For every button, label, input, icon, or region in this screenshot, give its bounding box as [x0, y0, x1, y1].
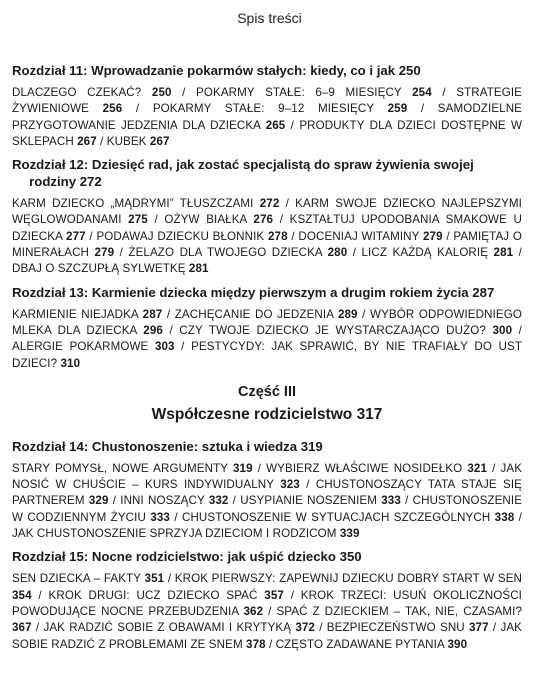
subsection-page-number: 390 [447, 637, 468, 651]
subsection-page-number: 339 [339, 527, 360, 541]
subsection-page-number: 323 [280, 478, 300, 492]
table-of-contents [12, 62, 522, 659]
chapter-entry [12, 284, 522, 372]
subsection-page-number: 296 [143, 323, 163, 337]
separator: / [287, 229, 299, 243]
separator: / [108, 494, 121, 508]
subsection-page-number: 281 [188, 262, 209, 276]
subsection-title: CHUSTONOSZENIE W SYTUACJACH SZCZEGÓLNYCH [181, 510, 491, 524]
separator: / [400, 494, 413, 508]
subsection-title: DLACZEGO CZEKAĆ? [12, 86, 142, 99]
subsection-page-number: 354 [12, 588, 32, 602]
subsection-page-number: 265 [265, 118, 286, 132]
subsection-title: JAK RADZIĆ SOBIE Z OBAWAMI I KRYTYKĄ [43, 621, 292, 635]
subsection-page-number: 254 [412, 86, 432, 99]
subsection-page-number: 278 [268, 229, 288, 243]
separator: / [162, 307, 175, 321]
subsection-title: POKARMY STAŁE: 9–12 MIESIĘCY [152, 102, 374, 116]
subsection-title: CZY TWOJE DZIECKO JE WYSTARCZAJĄCO DUŻO? [179, 323, 486, 337]
separator: / [442, 229, 454, 243]
subsection-page-number: 280 [327, 246, 348, 260]
separator: / [488, 621, 501, 635]
separator: / [265, 637, 276, 651]
subsection-title: SEN DZIECKA – FAKTY [12, 572, 141, 586]
separator: / [407, 102, 438, 116]
part-title-line [12, 402, 522, 428]
chapter-title: Karmienie dziecka między pierwszym a drugim rokiem życia [91, 284, 469, 300]
chapter-label: Rozdział 14: [12, 438, 89, 454]
chapter-heading [12, 438, 522, 455]
chapter-subsections [12, 196, 522, 277]
chapter-subsections [12, 85, 522, 150]
chapter-page-number: 350 [339, 549, 362, 565]
chapter-title: Dziesięć rad, jak zostać specjalistą do spraw żywienia swojej rodziny [29, 157, 474, 190]
subsection-page-number: 378 [246, 637, 266, 651]
chapter-title: Wprowadzanie pokarmów stałych: kiedy, co i jak [91, 63, 396, 78]
chapter-title: Nocne rodzicielstwo: jak uśpić dziecko [91, 549, 336, 565]
chapter-entry [12, 62, 522, 150]
separator: / [147, 213, 165, 227]
separator: / [514, 510, 522, 524]
subsection-title: JAK NOSIĆ W CHUŚCIE – KURS INDYWIDUALNY [12, 461, 523, 492]
subsection-page-number: 329 [88, 494, 109, 508]
subsection-page-number: 372 [295, 621, 315, 635]
part-heading [12, 382, 522, 428]
subsection-title: LICZ KAŻDĄ KALORIĘ [361, 246, 489, 260]
chapter-entry [12, 156, 522, 277]
subsection-title: PODAWAJ DZIECKU BŁONNIK [96, 229, 265, 243]
subsection-page-number: 259 [387, 102, 408, 116]
chapter-label: Rozdział 13: [12, 284, 89, 300]
chapter-subsections [12, 461, 522, 542]
subsection-page-number: 333 [150, 510, 170, 524]
subsection-page-number: 321 [467, 461, 487, 475]
subsection-page-number: 319 [233, 461, 253, 475]
chapter-entry [12, 548, 522, 652]
chapter-subsections [12, 307, 522, 372]
subsection-page-number: 338 [494, 510, 515, 524]
separator: / [162, 323, 180, 337]
subsection-page-number: 287 [142, 307, 163, 321]
subsection-page-number: 332 [208, 494, 229, 508]
chapter-heading [12, 548, 522, 565]
subsection-title: OŻYW BIAŁKA [164, 213, 247, 227]
subsection-title: SAMODZIELNE PRZYGOTOWANIE JEDZENIA DLA DZIECKA [12, 102, 523, 132]
separator: / [171, 86, 197, 99]
subsection-title: CZĘSTO ZADAWANE PYTANIA [275, 637, 445, 651]
separator: / [285, 118, 300, 132]
subsection-page-number: 281 [493, 246, 514, 260]
chapter-entry [12, 438, 522, 542]
chapter-page-number: 319 [300, 438, 323, 454]
subsection-page-number: 250 [151, 86, 172, 99]
separator: / [283, 588, 301, 602]
chapter-label: Rozdział 11: [12, 63, 88, 78]
separator: / [357, 307, 371, 321]
separator: / [279, 197, 296, 211]
subsection-title: WYBÓR ODPOWIEDNIEGO MLEKA DLA DZIECKA [12, 307, 522, 337]
separator: / [174, 340, 192, 354]
chapter-label: Rozdział 12: [12, 157, 89, 173]
separator: / [252, 461, 267, 475]
subsection-title: ŻELAZO DLA TWOJEGO DZIECKA [128, 246, 323, 260]
chapter-page-number: 250 [398, 63, 421, 78]
separator: / [513, 246, 522, 260]
separator: / [431, 86, 457, 99]
subsection-title: KARMIENIE NIEJADKA [12, 307, 139, 321]
subsection-page-number: 267 [77, 134, 97, 148]
separator: / [96, 134, 107, 148]
separator: / [114, 246, 129, 260]
subsection-title: SPAĆ Z DZIECKIEM – TAK, NIE, CZASAMI? [276, 604, 522, 618]
subsection-page-number: 279 [94, 246, 115, 260]
subsection-title: DOCENIAJ WITAMINY [298, 229, 420, 243]
separator: / [487, 461, 501, 475]
separator: / [273, 213, 290, 227]
subsection-page-number: 351 [144, 572, 165, 586]
separator: / [512, 323, 522, 337]
subsection-page-number: 367 [12, 621, 32, 635]
subsection-title: JAK CHUSTONOSZENIE SPRZYJA DZIECIOM I RODZICOM [12, 527, 337, 541]
part-title: Współczesne rodzicielstwo [151, 405, 353, 423]
chapter-subsections [12, 571, 522, 652]
subsection-page-number: 277 [66, 229, 86, 243]
subsection-title: JAK SOBIE RADZIĆ Z PROBLEMAMI ZE SNEM [12, 621, 523, 651]
separator: / [164, 572, 175, 586]
separator: / [169, 510, 182, 524]
subsection-title: POKARMY STAŁE: 6–9 MIESIĘCY [196, 86, 402, 99]
separator: / [299, 478, 316, 492]
part-page-number: 317 [356, 405, 383, 423]
subsection-title: BEZPIECZEŃSTWO SNU [326, 621, 465, 635]
subsection-page-number: 362 [243, 604, 264, 618]
subsection-page-number: 267 [149, 134, 170, 148]
subsection-page-number: 300 [492, 323, 513, 337]
subsection-page-number: 377 [469, 621, 489, 635]
subsection-title: KUBEK [106, 134, 147, 148]
page-title: Spis treści [237, 10, 302, 26]
separator: / [314, 621, 327, 635]
subsection-title: KARM DZIECKO „MĄDRYMI” TŁUSZCZAMI [12, 197, 254, 211]
separator: / [31, 588, 49, 602]
chapter-heading [12, 156, 522, 190]
subsection-title: PAMIĘTAJ O MINERAŁACH [12, 229, 523, 260]
chapter-title: Chustonoszenie: sztuka i wiedza [91, 438, 298, 454]
separator: / [85, 229, 97, 243]
separator: / [122, 102, 153, 116]
subsection-title: KARM SWOJE DZIECKO NAJLEPSZYMI WĘGLOWODANAMI [12, 197, 522, 227]
chapter-heading [12, 62, 522, 79]
subsection-title: INNI NOSZĄCY [120, 494, 205, 508]
subsection-page-number: 275 [128, 213, 148, 227]
subsection-title: DBAJ O SZCZUPŁĄ SYLWETKĘ [12, 262, 186, 276]
subsection-title: ALERGIE POKARMOWE [12, 340, 149, 354]
subsection-page-number: 289 [337, 307, 358, 321]
chapter-page-number: 272 [79, 174, 102, 190]
subsection-title: KROK PIERWSZY: ZAPEWNIJ DZIECKU DOBRY START W SEN [174, 572, 522, 586]
chapter-page-number: 287 [472, 284, 495, 300]
subsection-title: STRATEGIE ŻYWIENIOWE [12, 86, 522, 116]
subsection-page-number: 310 [60, 356, 81, 370]
subsection-title: ZACHĘCANIE DO JEDZENIA [174, 307, 334, 321]
subsection-title: KSZTAŁTUJ UPODOBANIA SMAKOWE U DZIECKA [12, 213, 523, 243]
subsection-title: USYPIANIE NOSZENIEM [240, 494, 378, 508]
subsection-title: KROK TRZECI: USUŃ OKOLICZNOŚCI POWODUJĄCE NOCNE PRZEBUDZENIA [12, 588, 522, 618]
subsection-page-number: 272 [259, 197, 280, 211]
part-number: Część III [237, 383, 297, 400]
subsection-page-number: 333 [381, 494, 401, 508]
chapter-heading [12, 284, 522, 301]
separator: / [347, 246, 362, 260]
subsection-page-number: 279 [423, 229, 443, 243]
chapter-label: Rozdział 15: [12, 549, 89, 565]
separator: / [228, 494, 241, 508]
subsection-title: PRODUKTY DLA DZIECI DOSTĘPNE W SKLEPACH [12, 118, 523, 148]
subsection-title: STARY POMYSŁ, NOWE ARGUMENTY [12, 461, 228, 475]
subsection-page-number: 303 [154, 340, 175, 354]
subsection-title: PESTYCYDY: JAK SPRAWIĆ, BY NIE TRAFIAŁY DO UST DZIECI? [12, 340, 523, 370]
subsection-title: CHUSTONOSZENIE W CODZIENNYM ŻYCIU [12, 494, 523, 524]
separator: / [263, 604, 277, 618]
subsection-title: CHUSTONOSZĄCY TATA STAJE SIĘ PARTNEREM [12, 478, 522, 508]
subsection-page-number: 357 [264, 588, 284, 602]
separator: / [31, 621, 44, 635]
subsection-page-number: 256 [102, 102, 123, 116]
subsection-page-number: 276 [253, 213, 274, 227]
subsection-title: KROK DRUGI: UCZ DZIECKO SPAĆ [48, 588, 258, 602]
subsection-title: WYBIERZ WŁAŚCIWE NOSIDEŁKO [266, 461, 463, 475]
